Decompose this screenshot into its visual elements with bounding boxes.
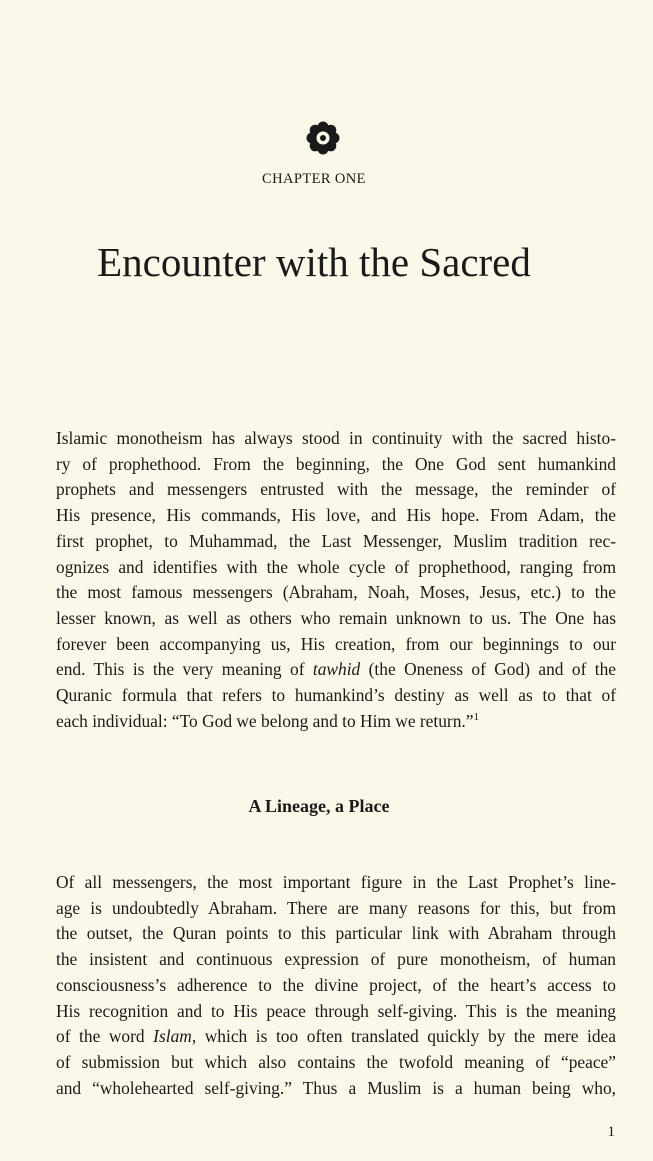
text-segment: of the word xyxy=(56,1026,154,1047)
text-segment: , which is too often translated quickly by the mere idea xyxy=(191,1026,616,1047)
body-paragraph xyxy=(56,870,616,1101)
text-line: forever been accompanying us, His creation, from our beginnings to our xyxy=(56,633,616,654)
text-line: Quranic formula that refers to humankind’s destiny as well as to that of xyxy=(56,685,616,706)
text-line: ry of prophethood. From the beginning, the One God sent humankind xyxy=(56,453,616,474)
footnote-reference[interactable]: 1 xyxy=(473,710,479,723)
text-line: His recognition and to His peace through self-giving. This is the meaning xyxy=(56,1000,616,1021)
chapter-label: CHAPTER ONE xyxy=(262,171,366,187)
text-line xyxy=(56,657,616,683)
text-line xyxy=(56,1024,616,1050)
text-line: the most famous messengers (Abraham, Noah, Moses, Jesus, etc.) to the xyxy=(56,582,616,603)
section-heading: A Lineage, a Place xyxy=(248,796,390,816)
text-line: the insistent and continuous expression of pure monotheism, of human xyxy=(56,949,616,970)
text-line: ognizes and identifies with the whole cycle of prophethood, ranging from xyxy=(56,556,616,577)
text-line: Of all messengers, the most important figure in the Last Prophet’s line- xyxy=(56,872,616,892)
italic-term: tawhid xyxy=(312,659,361,680)
text-line: of submission but which also contains the twofold meaning of “peace” xyxy=(56,1051,616,1072)
flower-ornament-icon xyxy=(303,118,343,158)
italic-term: Islam xyxy=(153,1026,192,1047)
text-segment: each individual: “To God we belong and to Him we return.” xyxy=(56,710,474,731)
text-line: prophets and messengers entrusted with the message, the reminder of xyxy=(56,479,616,500)
text-line: consciousness’s adherence to the divine project, of the heart’s access to xyxy=(56,974,616,995)
text-line: the outset, the Quran points to this particular link with Abraham through xyxy=(56,923,616,944)
text-line: Islamic monotheism has always stood in continuity with the sacred histo- xyxy=(56,428,616,448)
page-number: 1 xyxy=(607,1124,615,1140)
text-line: His presence, His commands, His love, and His hope. From Adam, the xyxy=(56,505,616,526)
text-line xyxy=(56,709,616,735)
body-paragraph xyxy=(56,426,616,734)
text-segment: (the Oneness of God) and of the xyxy=(360,659,616,680)
text-line: first prophet, to Muhammad, the Last Messenger, Muslim tradition rec- xyxy=(56,530,616,551)
chapter-title: Encounter with the Sacred xyxy=(97,239,531,285)
text-line: age is undoubtedly Abraham. There are many reasons for this, but from xyxy=(56,897,616,918)
text-segment: end. This is the very meaning of xyxy=(56,659,313,680)
text-line: lesser known, as well as others who remain unknown to us. The One has xyxy=(56,607,616,628)
text-line: and “wholehearted self-giving.” Thus a Muslim is a human being who, xyxy=(56,1077,616,1098)
